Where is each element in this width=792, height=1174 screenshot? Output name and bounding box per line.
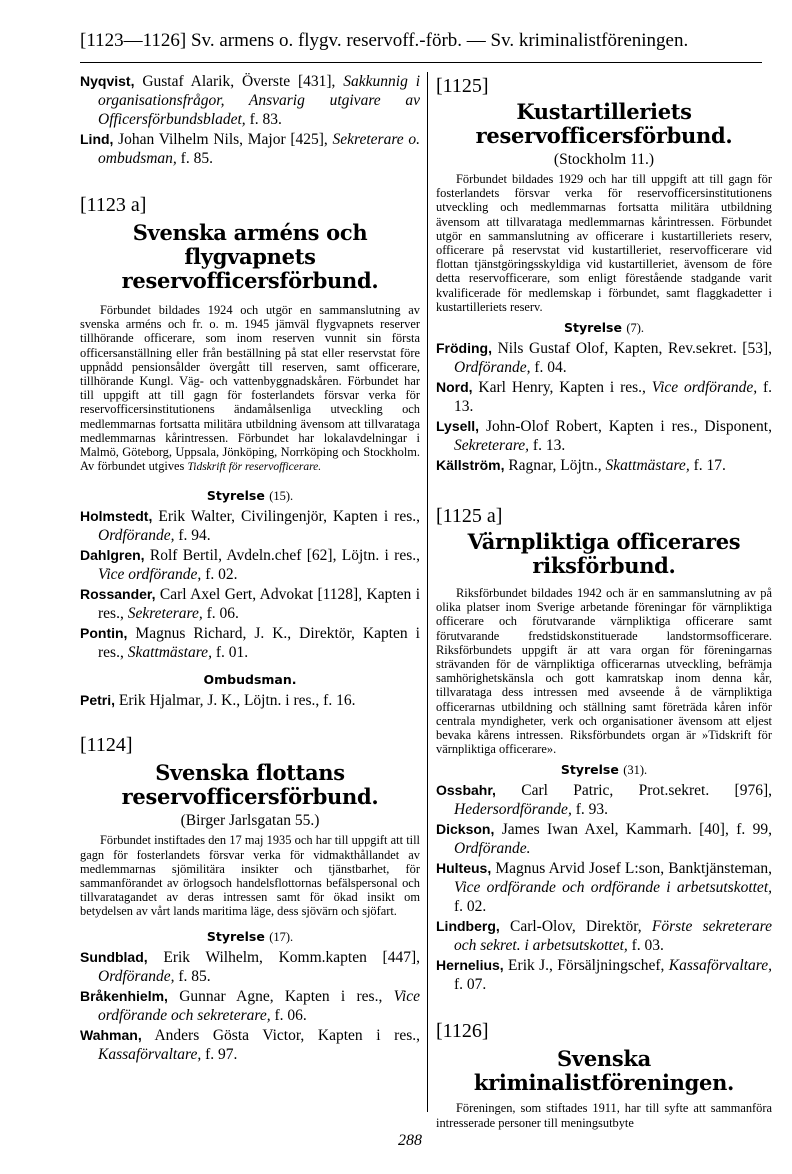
section-number: [1126] (436, 1020, 489, 1043)
section-title: Svenska kriminalistföreningen. (473, 1046, 735, 1096)
list-item: Pontin, Magnus Richard, J. K., Direktör, Kapten i res., Skattmästare, f. 01. (80, 625, 420, 662)
ombudsman-heading: Ombudsman. (203, 672, 297, 688)
section-description: Förbundet bildades 1929 och har till uppgift att till gagn för fosterlandets försvar verka för reservofficersinstitutionens utveckling och medlemmarnas fortsatta militära utbildning ävensom att tillvarataga medlemmarnas kårintressen. Förbundet utgör en sammanslutning av officerare i kustartilleriets reserv, officerare på reservstat vid kustartilleriet, reservofficerare vid flottan tjänstgöringsskyldiga vid kustartilleriet, ävensom de före detta reservofficerare, som enligt förestående stadgande varit kvalificerade för medlemskap i förbundet, samt flaggkadetter i kustartilleriets reserv. (436, 172, 772, 314)
list-item: Lindberg, Carl-Olov, Direktör, Förste sekreterare och sekret. i arbetsutskottet, f. 03. (436, 918, 772, 955)
styrelse-heading: Styrelse (31). (560, 762, 648, 778)
section-address: (Stockholm 11.) (553, 151, 655, 168)
list-item: Nord, Karl Henry, Kapten i res., Vice ordförande, f. 13. (436, 379, 772, 416)
list-item: Hulteus, Magnus Arvid Josef L:son, Banktjänsteman, Vice ordförande och ordförande i arbetsutskottet, f. 02. (436, 860, 772, 916)
list-item: Wahman, Anders Gösta Victor, Kapten i res., Kassaförvaltare, f. 97. (80, 1026, 420, 1063)
right-column (436, 72, 772, 1130)
list-item: Lysell, John-Olof Robert, Kapten i res., Disponent, Sekreterare, f. 13. (436, 418, 772, 455)
section-description: Förbundet bildades 1924 och utgör en sammanslutning av svenska arméns och fr. o. m. 1945 jämväl flygvapnets reserver tillhörande officerare, som inom reserven vunnit sin första officersanställning eller från beställning på stat eller reservstat före uppnådd pensionsålder övergått till reserven, samt officerare, tillhörande Kungl. Väg- och vattenbyggnadskåren. Förbundet har till uppgift att till gagn för fosterlandets försvar verka för reservofficersinstitutionens ändamålsenliga utveckling och medlemmarnas fortsatta militära utbildning ävensom att tillvarataga medlemmarnas kårintressen. Förbundet har lokalavdelningar i Malmö, Göteborg, Uppsala, Jönköping, Norrköping och Stockholm. Av förbundet utgives Tidskrift för reservofficerare. (80, 303, 420, 474)
running-header: [1123—1126] Sv. armens o. flygv. reservoff.-förb. — Sv. kriminalistföreningen. (80, 30, 689, 51)
section-description: Förbundet instiftades den 17 maj 1935 och har till uppgift att till gagn för fosterlandets försvar verka för vidmakthållandet av medlemmarnas sjömilitära insikter och tjänstbarhet, för sammanförandet av örlogsoch handelsflottornas befälspersonal och tillvaratagandet av deras intressen samt för ökad insikt om betydelsen av vårt lands maritima läge, dess sjövärn och sjöfart. (80, 833, 420, 919)
section-title: Svenska arméns och flygvapnets reservofficersförbund. (121, 220, 379, 293)
section-description: Föreningen, som stiftades 1911, har till syfte att sammanföra intresserade personer till meningsutbyte (436, 1101, 772, 1130)
list-item: Dickson, James Iwan Axel, Kammarh. [40], f. 99, Ordförande. (436, 821, 772, 858)
section-title: Värnpliktiga officerares riksförbund. (467, 529, 741, 579)
list-item: Rossander, Carl Axel Gert, Advokat [1128], Kapten i res., Sekreterare, f. 06. (80, 586, 420, 623)
left-column (80, 72, 420, 1065)
section-number: [1125] (436, 75, 489, 97)
styrelse-heading: Styrelse (17). (206, 928, 294, 944)
section-number: [1123 a] (80, 194, 147, 216)
list-item: Fröding, Nils Gustaf Olof, Kapten, Rev.sekret. [53], Ordförande, f. 04. (436, 340, 772, 377)
list-item: Holmstedt, Erik Walter, Civilingenjör, Kapten i res., Ordförande, f. 94. (80, 508, 420, 545)
list-item: Dahlgren, Rolf Bertil, Avdeln.chef [62], Löjtn. i res., Vice ordförande, f. 02. (80, 547, 420, 584)
styrelse-heading: Styrelse (7). (563, 320, 645, 336)
section-description: Riksförbundet bildades 1942 och är en sammanslutning av på olika platser inom Sverige arbetande föreningar för värnpliktiga officerare och förutvarande värnpliktiga officerare samt förutvarande fredstidskonstituerade landstormsofficerare. Riksförbundets uppgift är att vara organ för föreningarnas strävanden för de värnpliktiga officerarnas utveckling, befrämja samhörighetskänsla och gott kamratskap inom denna kår, tillvarataga dess intressen med avseende å de värnpliktiga officerarnas utbildning och ställning samt företräda kåren inför centrala myndigheter, verk och organisationer ävensom att eljest bevaka kårens intressen. Riksförbundets organ är »Tidskrift för värnpliktiga officerare». (436, 586, 772, 757)
list-item: Lind, Johan Vilhelm Nils, Major [425], Sekreterare o. ombudsman, f. 85. (80, 131, 421, 167)
section-number: [1124] (80, 734, 133, 757)
section-title: Svenska flottans reservofficersförbund. (121, 760, 379, 810)
list-item: Ossbahr, Carl Patric, Prot.sekret. [976], Hedersordförande, f. 93. (436, 782, 772, 819)
section-title: Kustartilleriets reservofficersförbund. (475, 99, 733, 148)
styrelse-heading: Styrelse (15). (206, 488, 294, 504)
page-number: 288 (398, 1132, 422, 1149)
header-rule (80, 62, 762, 63)
list-item: Nyqvist, Gustaf Alarik, Överste [431], Sakkunnig i organisationsfrågor, Ansvarig utgivare av Officersförbundsbladet, f. 83. (80, 73, 420, 128)
list-item: Petri, Erik Hjalmar, J. K., Löjtn. i res., f. 16. (80, 692, 356, 710)
section-number: [1125 a] (436, 505, 503, 528)
list-item: Hernelius, Erik J., Försäljningschef, Kassaförvaltare, f. 07. (436, 957, 772, 994)
list-item: Källström, Ragnar, Löjtn., Skattmästare, f. 17. (436, 457, 726, 475)
list-item: Bråkenhielm, Gunnar Agne, Kapten i res., Vice ordförande och sekreterare, f. 06. (80, 987, 420, 1024)
section-address: (Birger Jarlsgatan 55.) (180, 812, 320, 830)
column-divider (427, 72, 428, 1112)
list-item: Sundblad, Erik Wilhelm, Komm.kapten [447], Ordförande, f. 85. (80, 948, 420, 985)
